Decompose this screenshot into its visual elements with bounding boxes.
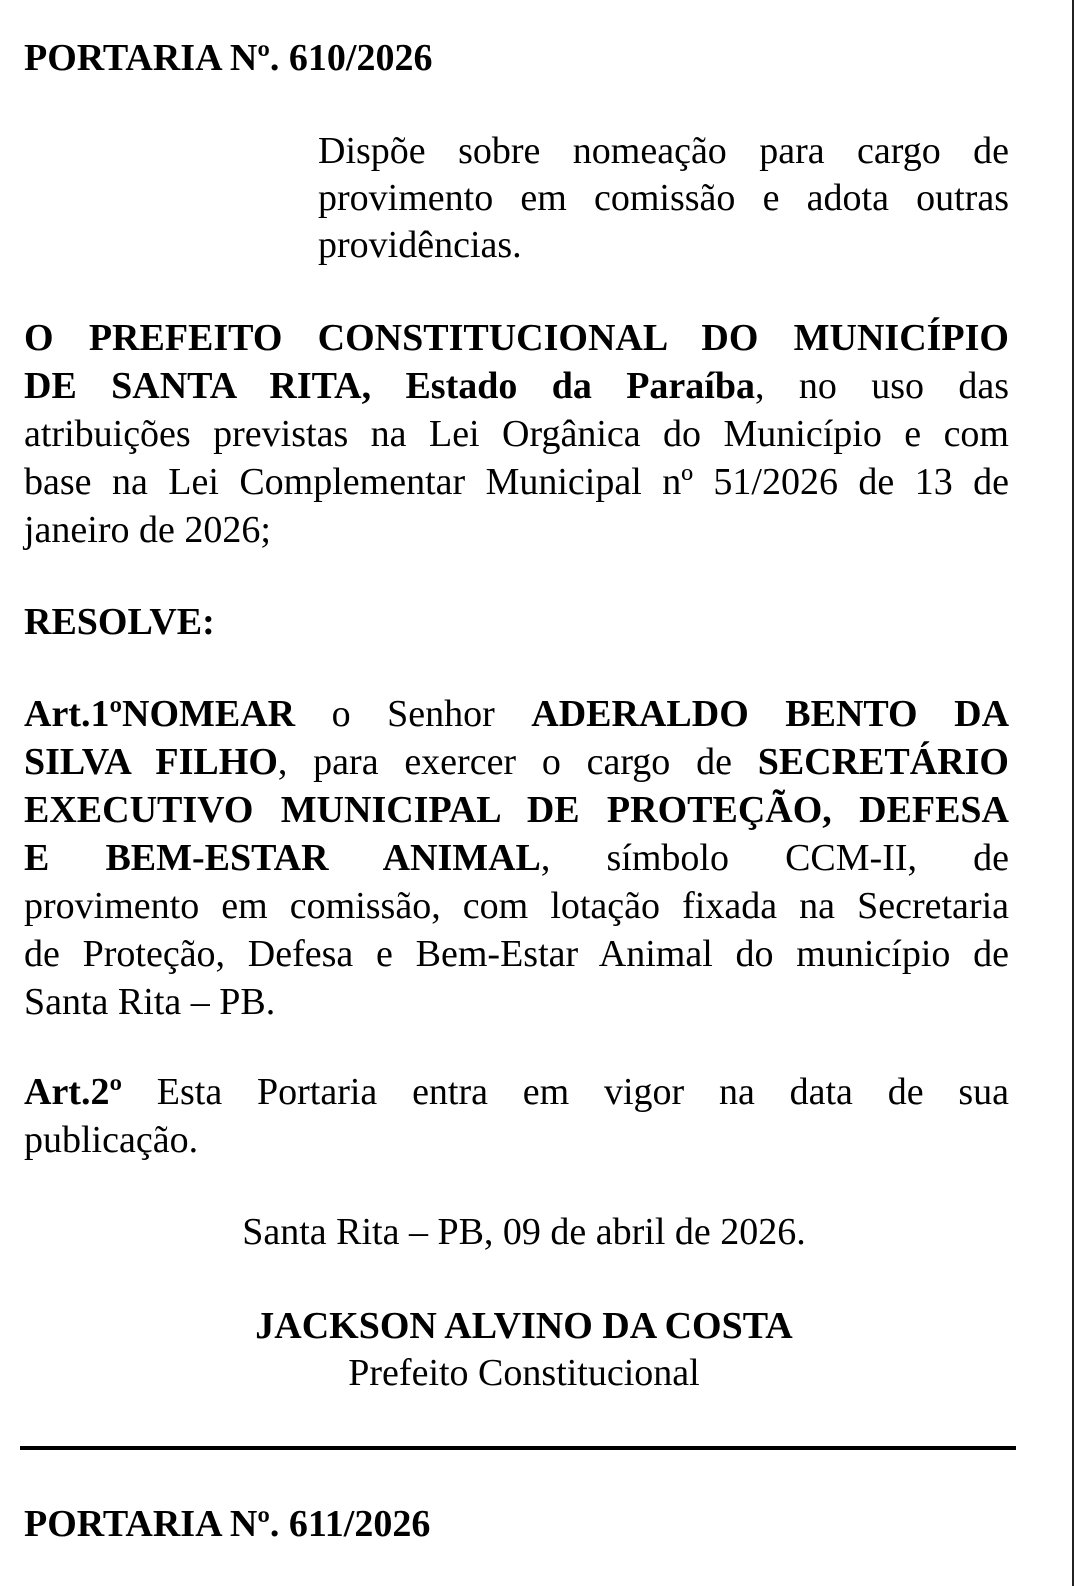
section-divider [20, 1446, 1016, 1450]
preamble-line [24, 362, 1009, 410]
preamble-line: janeiro de 2026; [24, 509, 271, 551]
art2-line: publicação. [24, 1119, 199, 1161]
art1-text: , símbolo CCM-II, de [540, 837, 1009, 879]
art1-name: SILVA FILHO [24, 741, 278, 783]
ementa-line: providências. [318, 224, 522, 266]
art1-line [24, 738, 1009, 786]
art2-label: Art.2º [24, 1071, 123, 1113]
signatory-role: Prefeito Constitucional [348, 1352, 700, 1394]
preamble-line: O PREFEITO CONSTITUCIONAL DO MUNICÍPIO [24, 317, 1009, 359]
art1-name: ADERALDO BENTO DA [531, 693, 1010, 735]
art1-line [24, 690, 1009, 738]
portaria-title: PORTARIA Nº. 610/2026 [24, 37, 433, 79]
preamble-text: , no uso das [754, 365, 1009, 407]
portaria-title: PORTARIA Nº. 611/2026 [24, 1503, 431, 1545]
art1-office: E BEM-ESTAR ANIMAL [24, 837, 541, 879]
art1-label: Art.1ºNOMEAR [24, 693, 296, 735]
ementa-line: provimento em comissão e adota outras [318, 177, 1009, 219]
art1-text: , para exercer o cargo de [277, 741, 758, 783]
art1-office: SECRETÁRIO [757, 741, 1009, 783]
column-border [1072, 0, 1074, 1586]
art1-text: o Senhor [295, 693, 532, 735]
preamble-line: base na Lei Complementar Municipal nº 51/2026 de 13 de [24, 461, 1009, 503]
signatory-name: JACKSON ALVINO DA COSTA [255, 1305, 793, 1347]
art1-line: de Proteção, Defesa e Bem-Estar Animal do município de [24, 933, 1009, 975]
art1-line: EXECUTIVO MUNICIPAL DE PROTEÇÃO, DEFESA [24, 789, 1009, 831]
ementa-line: Dispõe sobre nomeação para cargo de [318, 130, 1009, 172]
art2-line [24, 1068, 1009, 1116]
preamble-bold: DE SANTA RITA, Estado da Paraíba [24, 365, 755, 407]
art1-line: provimento em comissão, com lotação fixada na Secretaria [24, 885, 1009, 927]
place-date: Santa Rita – PB, 09 de abril de 2026. [242, 1211, 806, 1253]
art1-line [24, 834, 1009, 882]
art2-text: Esta Portaria entra em vigor na data de sua [122, 1071, 1009, 1113]
preamble-line: atribuições previstas na Lei Orgânica do Município e com [24, 413, 1009, 455]
art1-line: Santa Rita – PB. [24, 981, 276, 1023]
resolve-heading: RESOLVE: [24, 601, 215, 643]
